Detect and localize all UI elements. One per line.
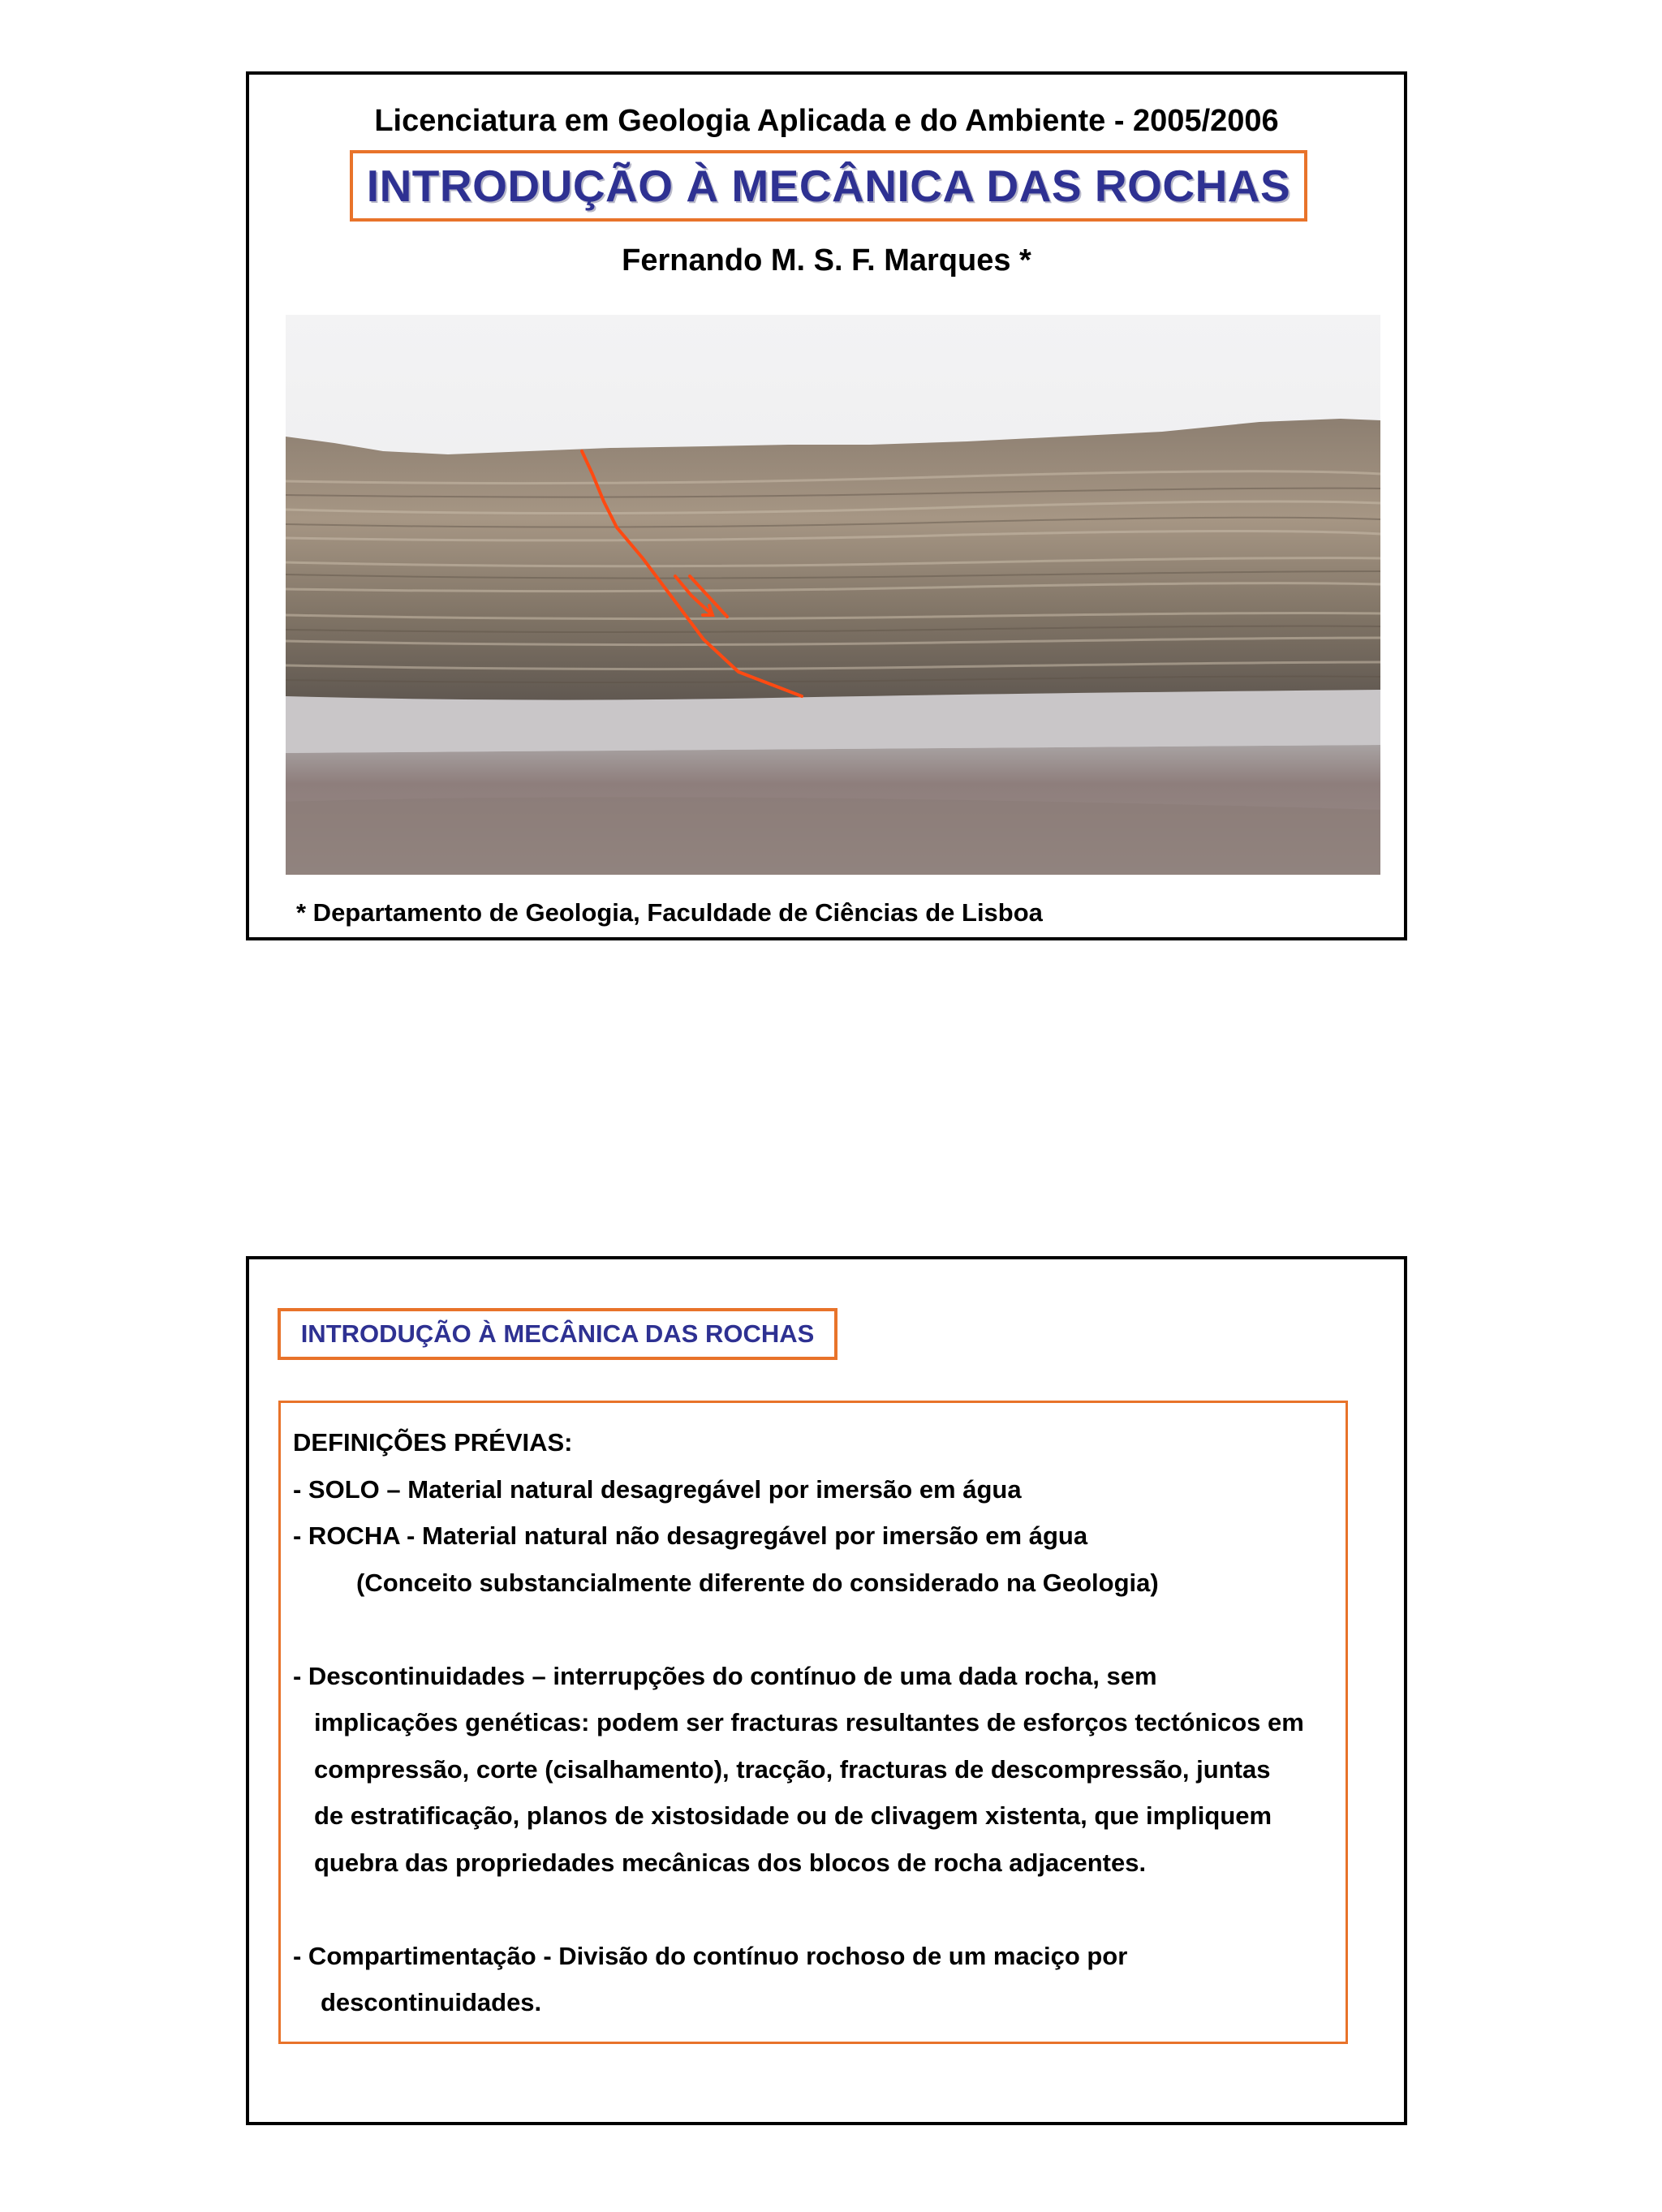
title-box [278, 1308, 837, 1360]
definition-descontinuidades-line: quebra das propriedades mecânicas dos blocos de rocha adjacentes. [314, 1848, 1147, 1877]
definition-descontinuidades-line: de estratificação, planos de xistosidade ou de clivagem xistenta, que impliquem [314, 1801, 1272, 1830]
footnote: * Departamento de Geologia, Faculdade de Ciências de Lisboa [296, 898, 1043, 927]
author: Fernando M. S. F. Marques * [622, 243, 1031, 278]
definitions-heading: DEFINIÇÕES PRÉVIAS: [293, 1428, 573, 1457]
slide-title: INTRODUÇÃO À MECÂNICA DAS ROCHAS [300, 1319, 815, 1348]
definition-rocha: - ROCHA - Material natural não desagregável por imersão em água [293, 1521, 1088, 1550]
slide-2 [246, 1256, 1407, 2125]
slide-title: INTRODUÇÃO À MECÂNICA DAS ROCHAS [366, 161, 1291, 211]
definitions-box [278, 1401, 1348, 2044]
course-heading: Licenciatura em Geologia Aplicada e do Ambiente - 2005/2006 [374, 104, 1279, 138]
definition-descontinuidades-line: - Descontinuidades – interrupções do contínuo de uma dada rocha, sem [293, 1661, 1157, 1690]
slide-1 [246, 71, 1407, 940]
definition-compartimentacao-line: - Compartimentação - Divisão do contínuo rochoso de um maciço por [293, 1941, 1128, 1970]
definition-descontinuidades-line: compressão, corte (cisalhamento), tracção, fracturas de descompressão, juntas [314, 1754, 1271, 1784]
definition-descontinuidades-line: implicações genéticas: podem ser fracturas resultantes de esforços tectónicos em [314, 1708, 1304, 1736]
definition-solo: - SOLO – Material natural desagregável por imersão em água [293, 1474, 1022, 1504]
definition-compartimentacao-line: descontinuidades. [321, 1988, 542, 2016]
title-box [350, 150, 1307, 222]
cliff-photo [286, 315, 1380, 875]
definition-rocha-note: (Conceito substancialmente diferente do considerado na Geologia) [356, 1568, 1159, 1597]
